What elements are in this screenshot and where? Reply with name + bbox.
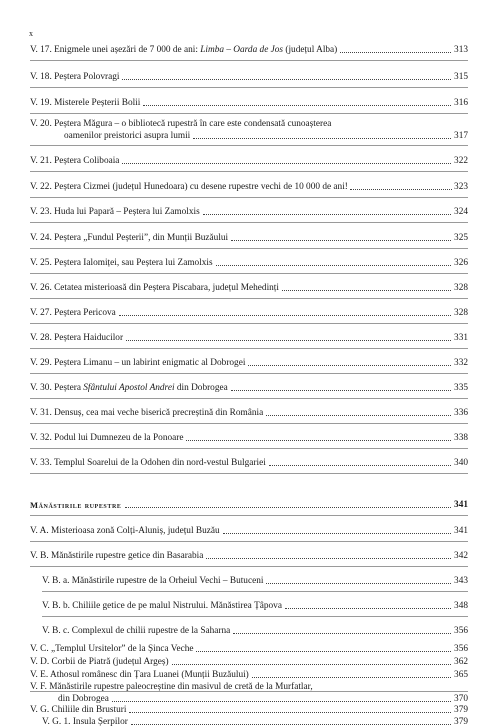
divider [30,348,468,349]
toc-entry-vd[interactable] [30,657,468,668]
leader-dots [223,533,451,534]
toc-entry-page: 348 [454,601,468,611]
divider [30,248,468,249]
leader-dots [266,415,451,416]
toc-entry-page: 341 [454,526,468,536]
divider [30,87,468,88]
toc-entry-page: 362 [454,657,468,667]
toc-entry-title: V. 18. Peștera Polovragi [30,72,120,82]
toc-entry-title: V. B. c. Complexul de chilii rupestre de la Saharna [42,626,231,636]
leader-dots [172,664,451,665]
toc-entry-title: V. 31. Densuș, cea mai veche biserică precreștină din România [30,408,264,418]
toc-entry-page: 332 [454,358,468,368]
leader-dots [350,189,452,190]
toc-section-heading[interactable] [30,499,468,511]
toc-entry-v21[interactable] [30,155,468,167]
toc-entry-v17[interactable] [30,44,468,56]
toc-entry-title: V. E. Athosul românesc din Țara Luanei (Munții Buzăului) [30,670,249,680]
leader-dots [206,558,451,559]
leader-dots [126,340,451,341]
leader-dots [282,290,451,291]
leader-dots [231,390,451,391]
leader-dots [285,608,451,609]
toc-entry-title: V. 23. Huda lui Papară – Peștera lui Zamolxis [30,207,200,217]
divider [30,222,468,223]
toc-entry-page: 325 [454,233,468,243]
toc-entry-title: V. A. Misterioasa zonă Colți-Aluniș, județul Buzău [30,526,220,536]
divider [30,541,468,542]
divider [30,373,468,374]
toc-entry-v20[interactable] [30,118,468,142]
toc-entry-title: V. 33. Templul Soarelui de la Odohen din nord-vestul Bulgariei [30,458,266,468]
divider [30,515,468,516]
toc-entry-title: V. 22. Peștera Cizmei (județul Hunedoara) cu desene rupestre vechi de 10 000 de ani! [30,182,348,192]
toc-entry-page: 340 [454,458,468,468]
divider [30,113,468,114]
toc-entry-v29[interactable] [30,357,468,369]
toc-entry-page: 322 [454,156,468,166]
divider [30,298,468,299]
toc-entry-va[interactable] [30,525,468,537]
leader-dots [248,365,451,366]
leader-dots [131,724,451,725]
divider [30,448,468,449]
leader-dots [143,105,451,106]
toc-entry-vg[interactable] [30,705,468,716]
divider [30,60,468,61]
toc-entry-page: 326 [454,258,468,268]
toc-entry-page: 336 [454,408,468,418]
leader-dots [122,163,451,164]
toc-entry-vbb[interactable] [42,600,468,612]
toc-entry-title-line1: V. 20. Peștera Măgura – o bibliotecă rupestră în care este condensată cunoașterea [30,119,332,129]
page-number: x [29,29,33,38]
leader-dots [252,677,451,678]
toc-entry-vb[interactable] [30,550,468,562]
leader-dots [125,507,452,508]
toc-entry-v30[interactable] [30,382,468,394]
toc-entry-title: V. B. b. Chiliile getice de pe malul Nistrului. Mănăstirea Țâpova [42,601,282,611]
toc-entry-page: 342 [454,551,468,561]
toc-entry-v31[interactable] [30,407,468,419]
toc-entry-vbc[interactable] [42,625,468,637]
leader-dots [129,712,451,713]
toc-entry-title: V. 27. Peștera Pericova [30,308,116,318]
divider [30,197,468,198]
toc-entry-page: 328 [454,308,468,318]
leader-dots [216,265,451,266]
toc-entry-page: 313 [454,45,468,55]
divider [30,566,468,567]
toc-entry-title: V. B. Mănăstirile rupestre getice din Basarabia [30,551,204,561]
section-page: 341 [454,500,468,510]
toc-entry-page: 356 [454,644,468,654]
toc-entry-v33[interactable] [30,457,468,469]
toc-entry-title: V. D. Corbii de Piatră (județul Argeș) [30,657,169,667]
toc-entry-page: 370 [454,694,468,704]
toc-entry-title: V. 17. Enigmele unei așezări de 7 000 de ani: Limba – Oarda de Jos (județul Alba) [30,45,338,55]
toc-entry-v23[interactable] [30,206,468,218]
divider [30,145,468,146]
divider [30,473,468,474]
leader-dots [122,79,451,80]
leader-dots [231,240,451,241]
toc-entry-page: 379 [454,705,468,715]
toc-entry-title: V. 24. Peștera „Fundul Peșterii”, din Munții Buzăului [30,233,229,243]
divider [42,591,468,592]
leader-dots [269,465,451,466]
leader-dots [266,583,451,584]
toc-entry-title-line2: oamenilor preistorici asupra lumii [64,131,191,141]
toc-entry-v19[interactable] [30,97,468,109]
leader-dots [233,633,451,634]
toc-entry-page: 323 [454,182,468,192]
toc-entry-v25[interactable] [30,257,468,269]
toc-entry-title-line1: V. F. Mănăstirile rupestre paleocreștine din masivul de cretă de la Murfatlar, [30,682,313,692]
divider [30,691,468,692]
toc-entry-vc[interactable] [30,644,468,655]
toc-entry-vg1[interactable] [42,717,468,728]
toc-entry-title-line2: din Dobrogea [58,694,109,704]
toc-entry-page: 315 [454,72,468,82]
toc-entry-title: V. 30. Peștera Sfântului Apostol Andrei din Dobrogea [30,383,228,393]
leader-dots [112,701,451,702]
toc-entry-title: V. 26. Cetatea misterioasă din Peștera Piscabara, județul Mehedinți [30,283,279,293]
toc-entry-page: 316 [454,98,468,108]
toc-entry-page: 356 [454,626,468,636]
toc-entry-v32[interactable] [30,432,468,444]
divider [30,398,468,399]
divider [30,273,468,274]
leader-dots [196,651,451,652]
toc-entry-page: 317 [454,131,468,141]
leader-dots [119,315,451,316]
toc-entry-title: V. 28. Peștera Haiducilor [30,333,124,343]
toc-entry-title: V. C. „Templul Ursitelor” de la Șinca Veche [30,644,194,654]
toc-entry-title: V. B. a. Mănăstirile rupestre de la Orheiul Vechi – Butuceni [42,576,264,586]
toc-entry-v22[interactable] [30,181,468,193]
toc-entry-ve[interactable] [30,670,468,681]
toc-entry-page: 335 [454,383,468,393]
toc-entry-title: V. G. Chiliile din Brusturi [30,705,127,715]
toc-entry-v28[interactable] [30,332,468,344]
toc-entry-page: 338 [454,433,468,443]
toc-entry-page: 379 [454,717,468,727]
toc-entry-title: V. 32. Podul lui Dumnezeu de la Ponoare [30,433,184,443]
divider [30,171,468,172]
leader-dots [186,440,451,441]
toc-entry-page: 328 [454,283,468,293]
leader-dots [340,52,451,53]
toc-entry-title: V. 21. Peștera Coliboaia [30,156,120,166]
divider [30,423,468,424]
toc-entry-vf[interactable] [30,682,468,705]
toc-entry-page: 343 [454,576,468,586]
leader-dots [203,214,451,215]
toc-entry-title: V. 25. Peștera Ialomiței, sau Peștera lui Zamolxis [30,258,213,268]
divider [30,323,468,324]
toc-entry-v18[interactable] [30,71,468,83]
toc-entry-vba[interactable] [42,575,468,587]
toc-entry-v24[interactable] [30,232,468,244]
toc-entry-v27[interactable] [30,307,468,319]
toc-entry-title: V. 19. Misterele Peșterii Bolii [30,98,141,108]
toc-entry-title: V. 29. Peștera Limanu – un labirint enigmatic al Dobrogei [30,358,246,368]
toc-entry-title: V. G. 1. Insula Șerpilor [42,717,128,727]
toc-entry-page: 365 [454,670,468,680]
toc-entry-page: 331 [454,333,468,343]
toc-entry-page: 324 [454,207,468,217]
toc-entry-v26[interactable] [30,282,468,294]
leader-dots [193,138,451,139]
section-title: Mănăstirile rupestre [30,500,122,510]
divider [42,616,468,617]
